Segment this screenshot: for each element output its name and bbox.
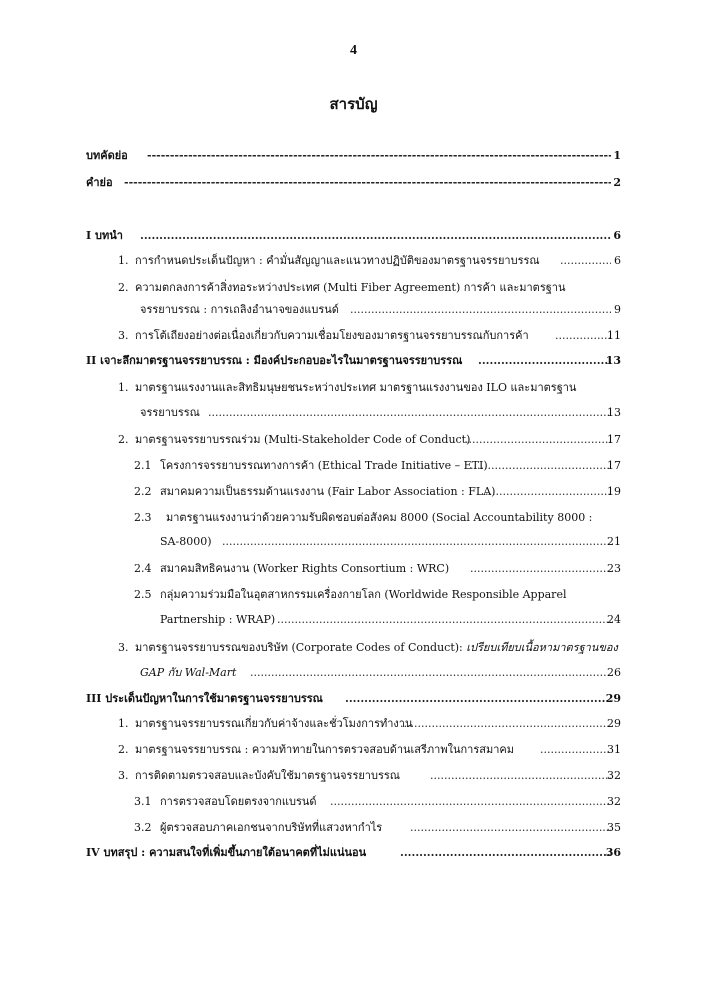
toc-entry-1-2-cont[interactable] [0, 298, 707, 322]
toc-entry-page: 11 [607, 329, 621, 342]
toc-entry-number: 3. [118, 769, 129, 782]
toc-leader [485, 480, 611, 504]
toc-entry-page: 24 [607, 613, 621, 626]
toc-entry-number: 2.3 [134, 511, 152, 524]
toc-entry-text: จรรยาบรรณ [140, 406, 200, 419]
toc-entry-text: มาตรฐานแรงงานและสิทธิมนุษยชนระหว่างประเทศ มาตรฐานแรงงานของ ILO และมาตรฐาน [135, 381, 577, 394]
toc-entry-page: 9 [614, 303, 621, 316]
toc-leader [555, 324, 611, 348]
toc-entry-2-2-4[interactable] [0, 557, 707, 581]
toc-leader [147, 144, 611, 168]
toc-entry-text: คำย่อ [86, 176, 113, 189]
toc-entry-chapter-3[interactable] [0, 687, 707, 711]
toc-entry-chapter-1[interactable] [0, 224, 707, 248]
toc-entry-text: III ประเด็นปัญหาในการใช้มาตรฐานจรรยาบรรณ [86, 692, 323, 705]
toc-entry-2-2-5-cont[interactable] [0, 608, 707, 632]
toc-entry-text [135, 636, 618, 660]
toc-entry-2-2-2[interactable] [0, 480, 707, 504]
toc-entry-chapter-2[interactable] [0, 349, 707, 373]
toc-entry-text: การติดตามตรวจสอบและบังคับใช้มาตรฐานจรรยาบรรณ [135, 769, 400, 782]
toc-entry-page: 6 [614, 254, 621, 267]
toc-entry-1-3[interactable] [0, 324, 707, 348]
toc-leader [540, 738, 611, 762]
toc-entry-3-1[interactable] [0, 712, 707, 736]
toc-entry-page: 29 [605, 692, 621, 705]
toc-entry-1-1[interactable] [0, 249, 707, 273]
toc-entry-page: 2 [613, 176, 621, 189]
toc-leader [410, 816, 611, 840]
toc-entry-number: 2.4 [134, 562, 152, 575]
toc-entry-text: ผู้ตรวจสอบภาคเอกชนจากบริษัทที่แสวงหากำไร [160, 821, 383, 834]
toc-entry-text: สมาคมสิทธิคนงาน (Worker Rights Consortium : WRC) [160, 562, 450, 575]
toc-entry-text: IV บทสรุป : ความสนใจที่เพิ่มขึ้นภายใต้อนาคตที่ไม่แน่นอน [86, 846, 367, 859]
toc-entry-page: 32 [607, 795, 621, 808]
toc-entry-3-3-1[interactable] [0, 790, 707, 814]
toc-entry-text: มาตรฐานจรรยาบรรณ : ความท้าทายในการตรวจสอบด้านเสรีภาพในการสมาคม [135, 743, 514, 756]
toc-entry-page: 19 [607, 485, 621, 498]
toc-leader [222, 530, 611, 554]
toc-entry-number: 2. [118, 743, 129, 756]
toc-entry-number: 3.1 [134, 795, 152, 808]
toc-entry-number: 3. [118, 641, 129, 654]
toc-leader [470, 557, 611, 581]
toc-leader [478, 349, 611, 373]
toc-entry-2-1-cont[interactable] [0, 401, 707, 425]
toc-entry-2-1[interactable] [0, 376, 707, 400]
toc-entry-text: โครงการจรรยาบรรณทางการค้า (Ethical Trade Initiative – ETI) [160, 459, 488, 472]
toc-entry-page: 32 [607, 769, 621, 782]
toc-entry-page: 17 [607, 433, 621, 446]
toc-entry-number: 2. [118, 433, 129, 446]
toc-entry-page: 23 [607, 562, 621, 575]
toc-entry-text: ความตกลงการค้าสิ่งทอระหว่างประเทศ (Multi Fiber Agreement) การค้า และมาตรฐาน [135, 281, 566, 294]
toc-leader [350, 298, 611, 322]
toc-entry-text: SA-8000) [160, 535, 212, 548]
toc-entry-text: สมาคมความเป็นธรรมด้านแรงงาน (Fair Labor Association : FLA) [160, 485, 496, 498]
toc-leader [124, 171, 611, 195]
toc-entry-chapter-4[interactable] [0, 841, 707, 865]
toc-entry-page: 29 [607, 717, 621, 730]
toc-entry-page: 21 [607, 535, 621, 548]
toc-entry-text: มาตรฐานจรรยาบรรณร่วม (Multi-Stakeholder Code of Conduct) [135, 433, 471, 446]
toc-entry-2-2-5[interactable] [0, 583, 707, 607]
toc-entry-1-2[interactable] [0, 276, 707, 300]
toc-entry-2-3[interactable] [0, 636, 707, 660]
toc-entry-3-3[interactable] [0, 764, 707, 788]
toc-leader [430, 764, 611, 788]
toc-entry-2-3-cont[interactable] [0, 661, 707, 685]
toc-entry-text: บทคัดย่อ [86, 149, 128, 162]
toc-leader [345, 687, 611, 711]
toc-entry-page: 35 [607, 821, 621, 834]
toc-entry-text: I บทนำ [86, 229, 123, 242]
toc-leader [140, 224, 611, 248]
toc-entry-text: มาตรฐานแรงงานว่าด้วยความรับผิดชอบต่อสังคม 8000 (Social Accountability 8000 : [166, 511, 593, 524]
toc-entry-page: 1 [613, 149, 621, 162]
page-number: 4 [350, 43, 357, 58]
toc-leader [250, 661, 611, 685]
toc-entry-page: 31 [607, 743, 621, 756]
toc-leader [470, 454, 611, 478]
toc-entry-number: 2.1 [134, 459, 152, 472]
toc-entry-abstract[interactable] [0, 144, 707, 168]
toc-entry-number: 2. [118, 281, 129, 294]
toc-entry-number: 3.2 [134, 821, 152, 834]
toc-entry-page: 13 [605, 354, 621, 367]
toc-entry-number: 1. [118, 254, 129, 267]
toc-entry-text: การตรวจสอบโดยตรงจากแบรนด์ [160, 795, 317, 808]
toc-entry-number: 3. [118, 329, 129, 342]
toc-entry-number: 2.5 [134, 588, 152, 601]
toc-leader [277, 608, 611, 632]
toc-leader [400, 841, 611, 865]
toc-entry-page: 36 [605, 846, 621, 859]
toc-entry-text: จรรยาบรรณ : การเถลิงอำนาจของแบรนด์ [140, 303, 339, 316]
toc-entry-text: กลุ่มความร่วมมือในอุตสาหกรรมเครื่องกายโลก (Worldwide Responsible Apparel [160, 588, 567, 601]
toc-entry-text: II เจาะลึกมาตรฐานจรรยาบรรณ : มีองค์ประกอบอะไรในมาตรฐานจรรยาบรรณ [86, 354, 463, 367]
toc-entry-number: 2.2 [134, 485, 152, 498]
toc-entry-2-2[interactable] [0, 428, 707, 452]
toc-leader [400, 712, 611, 736]
toc-entry-3-2[interactable] [0, 738, 707, 762]
toc-entry-text: การกำหนดประเด็นปัญหา : คำมั่นสัญญาและแนวทางปฏิบัติของมาตรฐานจรรยาบรรณ [135, 254, 540, 267]
toc-entry-text: มาตรฐานจรรยาบรรณเกี่ยวกับค่าจ้างและชั่วโมงการทำงาน [135, 717, 413, 730]
toc-entry-page: 6 [613, 229, 621, 242]
toc-entry-number: 1. [118, 381, 129, 394]
toc-entry-page: 13 [607, 406, 621, 419]
toc-title: สารบัญ [329, 95, 378, 113]
toc-entry-2-2-3[interactable] [0, 506, 707, 530]
toc-entry-text-italic: GAP กับ Wal-Mart [140, 666, 237, 679]
toc-entry-abbreviations[interactable] [0, 171, 707, 195]
toc-entry-page: 17 [607, 459, 621, 472]
toc-leader [465, 428, 611, 452]
toc-entry-text: Partnership : WRAP) [160, 613, 276, 626]
toc-entry-2-2-1[interactable] [0, 454, 707, 478]
toc-leader [208, 401, 611, 425]
toc-entry-number: 1. [118, 717, 129, 730]
toc-entry-page: 26 [607, 666, 621, 679]
toc-entry-text: การโต้เถียงอย่างต่อเนื่องเกี่ยวกับความเชื่อมโยงของมาตรฐานจรรยาบรรณกับการค้า [135, 329, 529, 342]
toc-entry-2-2-3-cont[interactable] [0, 530, 707, 554]
toc-entry-text-main: มาตรฐานจรรยาบรรณของบริษัท (Corporate Codes of Conduct): [135, 641, 467, 654]
toc-leader [330, 790, 611, 814]
toc-entry-text-italic: เปรียบเทียบเนื้อหามาตรฐานของ [466, 641, 618, 654]
toc-leader [560, 249, 611, 273]
toc-entry-3-3-2[interactable] [0, 816, 707, 840]
